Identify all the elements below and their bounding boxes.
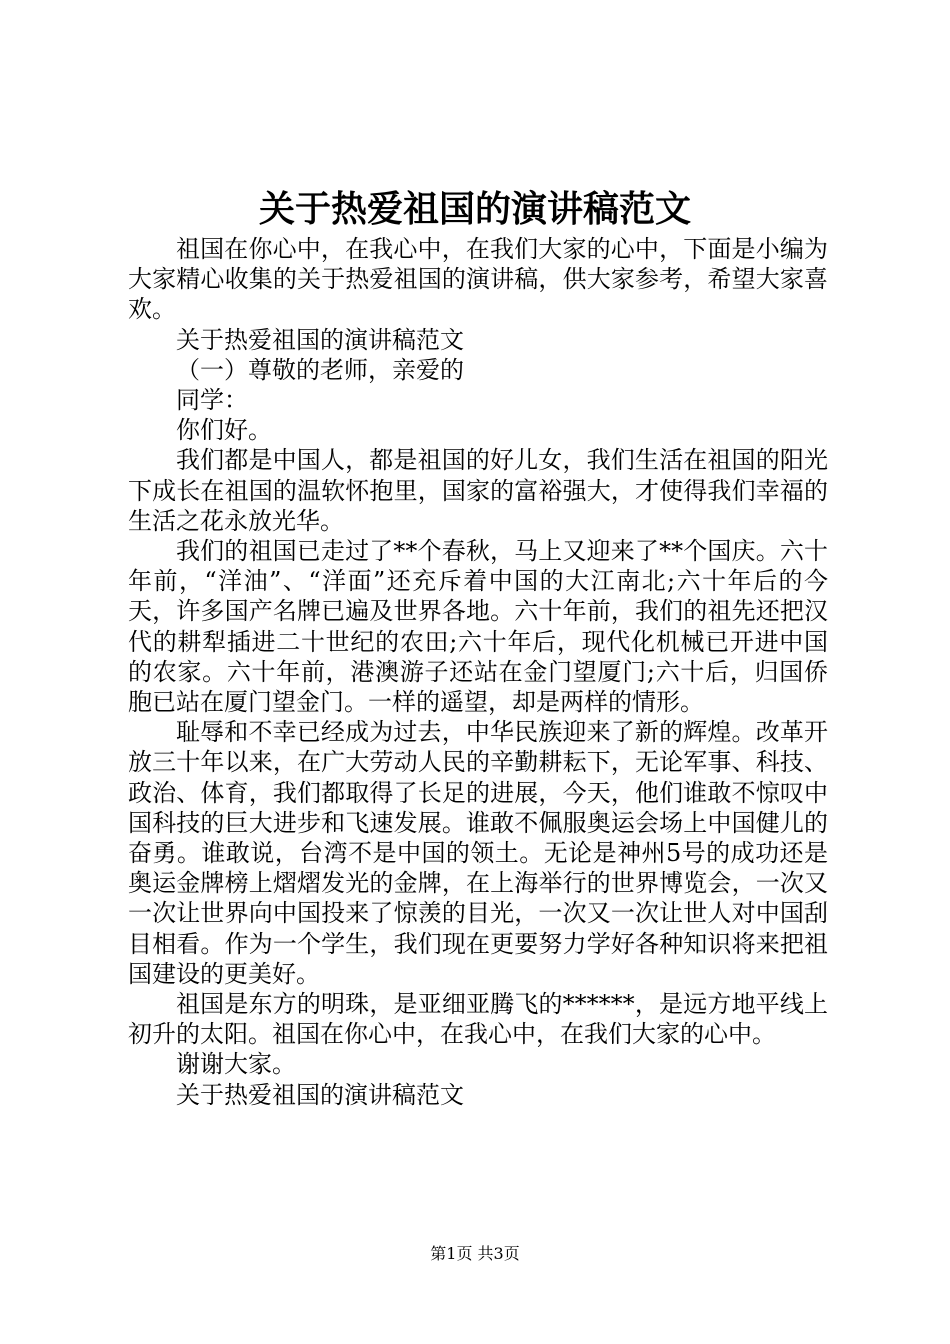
page-footer: 第1页 共3页: [430, 1244, 520, 1263]
paragraph-greeting: 你们好。: [176, 416, 272, 445]
paragraph-intro: 祖国在你心中，在我心中，在我们大家的心中，下面是小编为大家精心收集的关于热爱祖国的演讲稿，供大家参考，希望大家喜欢。: [128, 235, 828, 324]
paragraph-subtitle: 关于热爱祖国的演讲稿范文: [176, 325, 464, 354]
paragraph-salutation-continued: 同学：: [176, 386, 248, 415]
paragraph-body: 我们都是中国人，都是祖国的好儿女，我们生活在祖国的阳光下成长在祖国的温软怀抱里，国家的富裕强大，才使得我们幸福的生活之花永放光华。: [128, 446, 828, 535]
paragraph-body: 祖国是东方的明珠，是亚细亚腾飞的******，是远方地平线上初升的太阳。祖国在你心中，在我心中，在我们大家的心中。: [128, 990, 828, 1049]
document-title: 关于热爱祖国的演讲稿范文: [258, 188, 691, 230]
paragraph-salutation: （一）尊敬的老师，亲爱的: [176, 355, 464, 384]
paragraph-body: 我们的祖国已走过了**个春秋，马上又迎来了**个国庆。六十年前，“洋油”、“洋面”还充斥着中国的大江南北;六十年后的今天，许多国产名牌已遍及世界各地。六十年前，我们的祖先还把汉代的耕犁插进二十世纪的农田;六十年后，现代化机械已开进中国的农家。六十年前，港澳游子还站在金门望厦门;六十后，归国侨胞已站在厦门望金门。一样的遥望，却是两样的情形。: [128, 537, 828, 717]
paragraph-next-heading: 关于热爱祖国的演讲稿范文: [176, 1080, 464, 1109]
document-body: [128, 234, 828, 1110]
paragraph-body: 耻辱和不幸已经成为过去，中华民族迎来了新的辉煌。改革开放三十年以来，在广大劳动人民的辛勤耕耘下，无论军事、科技、政治、体育，我们都取得了长足的进展，今天，他们谁敢不惊叹中国科技的巨大进步和飞速发展。谁敢不佩服奥运会场上中国健儿的奋勇。谁敢说，台湾不是中国的领土。无论是神州5号的成功还是奥运金牌榜上熠熠发光的金牌，在上海举行的世界博览会，一次又一次让世界向中国投来了惊羡的目光，一次又一次让世人对中国刮目相看。作为一个学生，我们现在更要努力学好各种知识将来把祖国建设的更美好。: [128, 718, 828, 988]
paragraph-closing: 谢谢大家。: [176, 1050, 296, 1079]
